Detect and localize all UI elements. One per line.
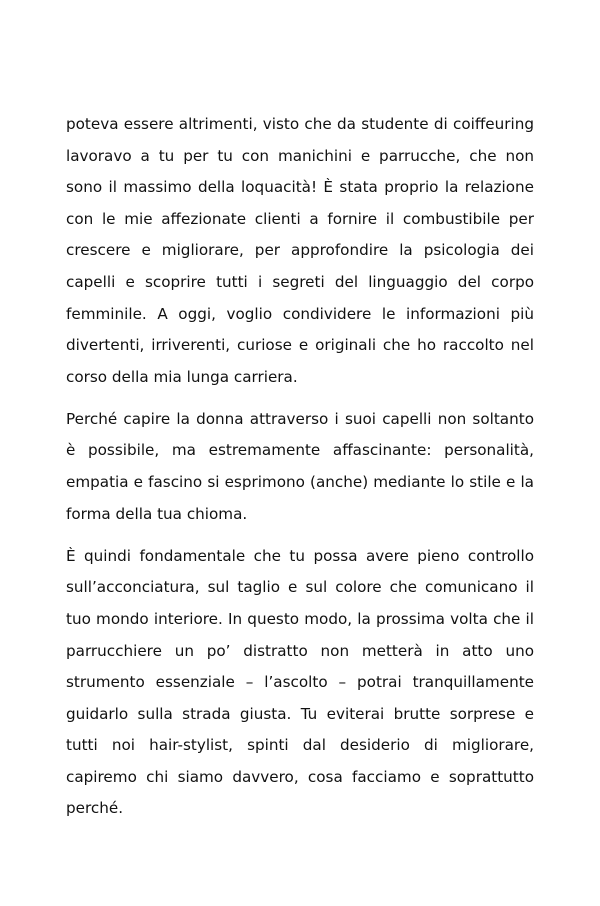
paragraph-1: poteva essere altrimenti, visto che da studente di coiffeuring lavoravo a tu per tu con manichini e parrucche, che non sono il massimo della loquacità! È stata proprio la relazione con le mie affezionate clienti a fornire il combustibile per crescere e migliorare, per approfondire la psicologia dei capelli e scoprire tutti i segreti del linguaggio del corpo femminile. A oggi, voglio condividere le informazioni più divertenti, irriverenti, curiose e originali che ho raccolto nel corso della mia lunga carriera. <box>66 115 534 386</box>
paragraph-2: Perché capire la donna attraverso i suoi capelli non soltanto è possibile, ma estremamente affascinante: personalità, empatia e fascino si esprimono (anche) mediante lo stile e la forma della tua chioma. <box>66 409 534 523</box>
page-body-text <box>66 109 534 836</box>
paragraph-3: È quindi fondamentale che tu possa avere pieno controllo sull’acconciatura, sul taglio e sul colore che comunicano il tuo mondo interiore. In questo modo, la prossima volta che il parrucchiere un po’ distratto non metterà in atto uno strumento essenziale – l’ascolto – potrai tranquillamente guidarlo sulla strada giusta. Tu eviterai brutte sorprese e tutti noi hair-stylist, spinti dal desiderio di migliorare, capiremo chi siamo davvero, cosa facciamo e soprattutto perché. <box>66 546 534 818</box>
